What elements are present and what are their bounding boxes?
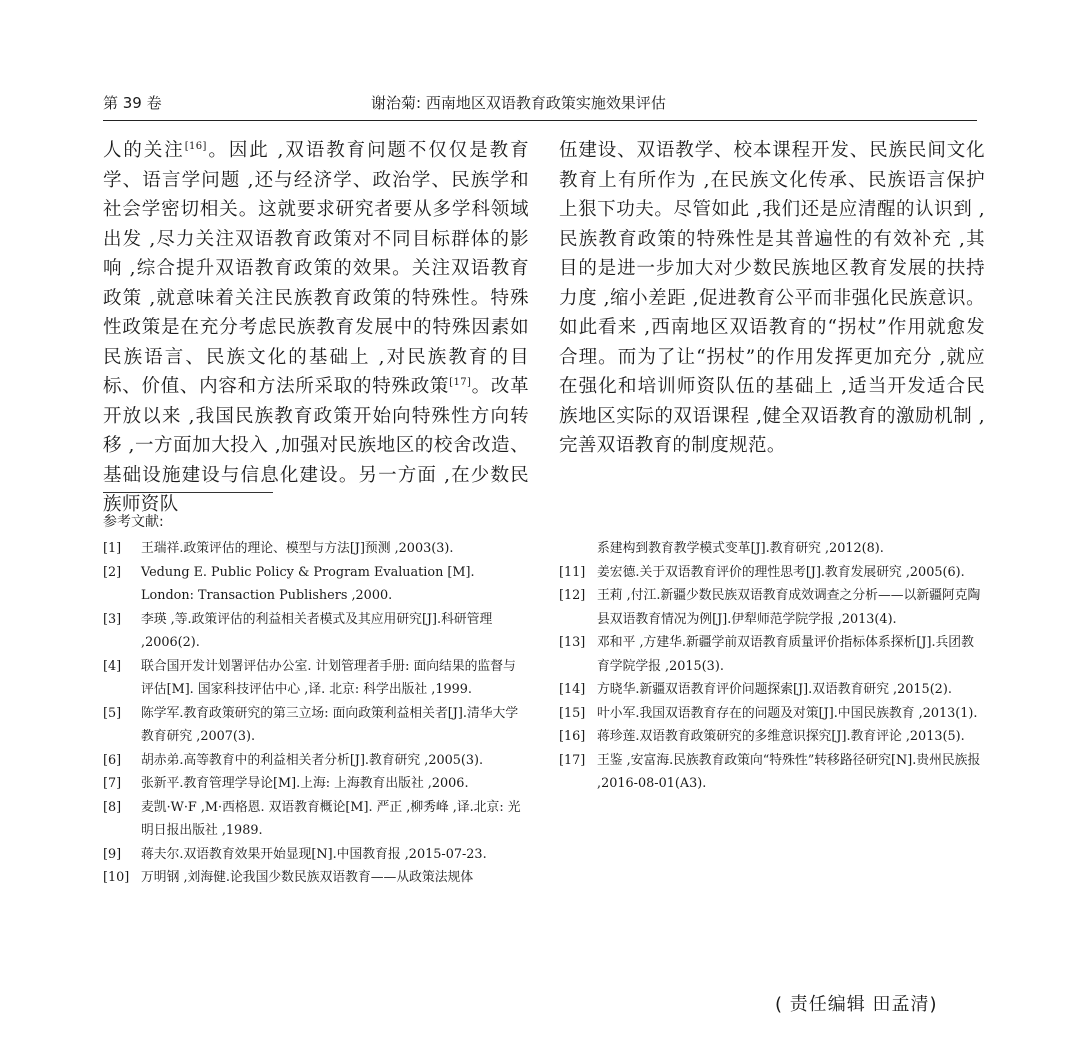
reference-text: 王莉 ,付江.新疆少数民族双语教育成效调查之分析——以新疆阿克陶县双语教育情况为例[J].伊犁师范学院学报 ,2013(4). [597,588,981,627]
citation-17: [17] [449,376,472,388]
reference-item [103,866,525,890]
body-left-start: 人的关注 [103,140,185,161]
reference-number: [9] [103,846,122,862]
reference-text: 邓和平 ,方建华.新疆学前双语教育质量评价指标体系探析[J].兵团教育学院学报 ,2015(3). [597,635,974,674]
reference-text: Vedung E. Public Policy & Program Evaluation [M]. London: Transaction Publishers ,2000. [141,564,475,603]
reference-number: [15] [559,705,586,721]
references-left-column [103,537,525,890]
reference-number: [12] [559,588,586,603]
reference-number: [3] [103,611,122,627]
reference-text: 蒋珍莲.双语教育政策研究的多维意识探究[J].教育评论 ,2013(5). [597,729,965,744]
reference-number: [11] [559,564,586,580]
reference-text: 陈学军.教育政策研究的第三立场: 面向政策利益相关者[J].清华大学教育研究 ,2007(3). [141,705,519,744]
references-right-column [559,537,981,796]
reference-text: 姜宏德.关于双语教育评价的理性思考[J].教育发展研究 ,2005(6). [597,564,965,580]
reference-text: 蒋夫尔.双语教育效果开始显现[N].中国教育报 ,2015-07-23. [141,846,487,862]
reference-item [559,678,981,702]
responsible-editor: ( 责任编辑 田孟清) [775,994,938,1015]
reference-number: [5] [103,705,122,721]
reference-item [103,702,525,749]
reference-item [559,725,981,749]
reference-number: [10] [103,870,130,885]
reference-continuation: 系建构到教育教学模式变革[J].教育研究 ,2012(8). [597,541,884,556]
reference-text: 王鉴 ,安富海.民族教育政策向“特殊性”转移路径研究[N].贵州民族报 ,2016-08-01(A3). [597,752,981,791]
reference-item [103,537,525,561]
reference-text: 方晓华.新疆双语教育评价问题探索[J].双语教育研究 ,2015(2). [597,682,952,697]
reference-item [103,772,525,796]
body-text-right: 伍建设、双语教学、校本课程开发、民族民间文化教育上有所作为 ,在民族文化传承、民族语言保护上狠下功夫。尽管如此 ,我们还是应清醒的认识到 ,民族教育政策的特殊性是其普遍性的有效补充 ,其目的是进一步加大对少数民族地区教育发展的扶持力度 ,缩小差距 ,促进教育公平而非强化民族意识。如此看来 ,西南地区双语教育的“拐杖”作用就愈发合理。而为了让“拐杖”的作用发挥更加充分 ,就应在强化和培训师资队伍的基础上 ,适当开发适合民族地区实际的双语课程 ,健全双语教育的激励机制 ,完善双语教育的制度规范。 [559,140,985,456]
reference-item [559,584,981,631]
reference-item [103,796,525,843]
reference-number: [2] [103,564,122,580]
reference-number: [7] [103,776,122,791]
reference-text: 叶小军.我国双语教育存在的问题及对策[J].中国民族教育 ,2013(1). [597,705,978,721]
body-left-middle: 。因此 ,双语教育问题不仅仅是教育学、语言学问题 ,还与经济学、政治学、民族学和社会学密切相关。这就要求研究者要从多学科领域出发 ,尽力关注双语教育政策对不同目标群体的影响 ,综合提升双语教育政策的效果。关注双语教育政策 ,就意味着关注民族教育政策的特殊性。特殊性政策是在充分考虑民族教育发展中的特殊因素如民族语言、民族文化的基础上 ,对民族教育的目标、价值、内容和方法所采取的特殊政策 [103,140,529,397]
reference-item [103,608,525,655]
references-title: 参考文献: [103,514,164,530]
body-text-left [103,136,529,520]
footnote-divider [103,492,273,493]
running-title: 谢治菊: 西南地区双语教育政策实施效果评估 [371,94,666,112]
reference-number: [8] [103,799,122,815]
reference-number: [14] [559,682,586,697]
reference-text: 万明钢 ,刘海健.论我国少数民族双语教育——从政策法规体 [141,870,474,885]
reference-text: 张新平.教育管理学导论[M].上海: 上海教育出版社 ,2006. [141,776,469,791]
reference-number: [17] [559,752,586,768]
reference-item [103,749,525,773]
reference-item [559,702,981,726]
reference-number: [4] [103,658,122,674]
reference-item [559,561,981,585]
volume-label: 第 39 卷 [103,94,162,112]
reference-item [559,749,981,796]
reference-number: [6] [103,752,122,768]
reference-text: 胡赤弟.高等教育中的利益相关者分析[J].教育研究 ,2005(3). [141,752,484,768]
reference-text: 联合国开发计划署评估办公室. 计划管理者手册: 面向结果的监督与评估[M]. 国家科技评估中心 ,译. 北京: 科学出版社 ,1999. [141,658,516,697]
reference-number: [13] [559,635,586,650]
reference-item [559,631,981,678]
running-header [103,90,977,121]
reference-number: [1] [103,541,122,556]
reference-item [103,843,525,867]
reference-text: 李瑛 ,等.政策评估的利益相关者模式及其应用研究[J].科研管理 ,2006(2). [141,611,493,650]
body-left-end: 。改革开放以来 ,我国民族教育政策开始向特殊性方向转移 ,一方面加大投入 ,加强对民族地区的校舍改造、基础设施建设与信息化建设。另一方面 ,在少数民族师资队 [103,376,530,515]
reference-number: [16] [559,729,586,744]
reference-item [103,561,525,608]
citation-16: [16] [184,140,207,152]
reference-text: 麦凯·W·F ,M·西格恩. 双语教育概论[M]. 严正 ,柳秀峰 ,译.北京: 光明日报出版社 ,1989. [141,799,521,838]
reference-item [103,655,525,702]
reference-text: 王瑞祥.政策评估的理论、模型与方法[J]预测 ,2003(3). [141,541,454,556]
